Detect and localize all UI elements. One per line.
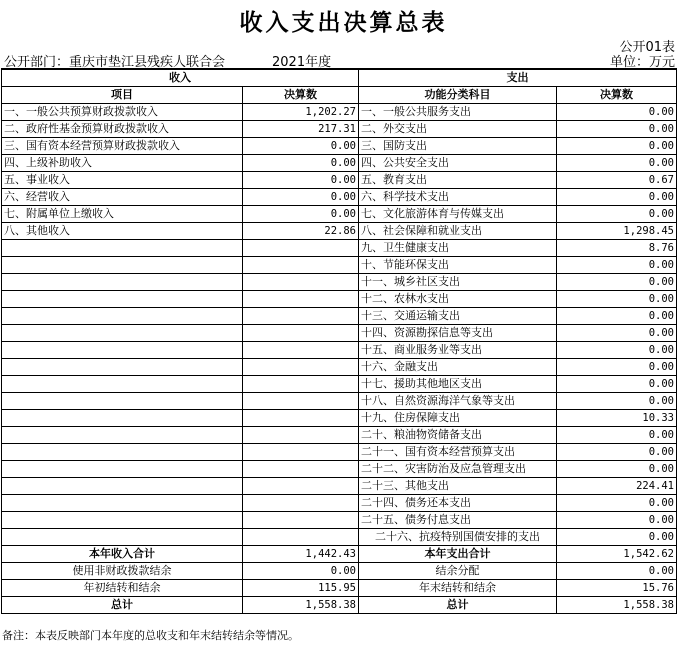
income-amount-cell (243, 308, 359, 325)
expense-amount-cell: 0.00 (557, 342, 677, 359)
table-row (2, 512, 677, 529)
table-row (2, 308, 677, 325)
expense-item-cell: 五、教育支出 (359, 172, 557, 189)
income-amount-cell (243, 291, 359, 308)
expense-item-cell: 十三、交通运输支出 (359, 308, 557, 325)
expense-amount-cell: 0.00 (557, 444, 677, 461)
summary-expense-label: 总计 (359, 597, 557, 614)
income-item-cell: 六、经营收入 (2, 189, 243, 206)
expense-item-cell: 二十一、国有资本经营预算支出 (359, 444, 557, 461)
table-row (2, 359, 677, 376)
expense-item-cell: 十、节能环保支出 (359, 257, 557, 274)
income-amount-cell (243, 325, 359, 342)
expense-item-cell: 二十二、灾害防治及应急管理支出 (359, 461, 557, 478)
income-item-cell (2, 444, 243, 461)
table-row (2, 478, 677, 495)
income-amount-cell (243, 478, 359, 495)
summary-income-label: 年初结转和结余 (2, 580, 243, 597)
income-item-cell (2, 359, 243, 376)
item-column-header: 项目 (2, 87, 243, 104)
expense-section-header: 支出 (359, 69, 677, 87)
income-amount-cell: 0.00 (243, 189, 359, 206)
income-item-cell (2, 274, 243, 291)
income-item-cell: 七、附属单位上缴收入 (2, 206, 243, 223)
expense-amount-cell: 0.00 (557, 393, 677, 410)
income-amount-cell (243, 512, 359, 529)
table-body (2, 104, 677, 546)
expense-amount-cell: 0.00 (557, 325, 677, 342)
income-amount-cell: 0.00 (243, 155, 359, 172)
income-section-header: 收入 (2, 69, 359, 87)
income-amount-cell (243, 257, 359, 274)
income-amount-cell (243, 495, 359, 512)
income-amount-cell (243, 359, 359, 376)
form-code: 公开01表 (619, 40, 675, 55)
summary-expense-amount: 0.00 (557, 563, 677, 580)
table-row (2, 291, 677, 308)
expense-amount-cell: 0.00 (557, 121, 677, 138)
summary-row (2, 546, 677, 563)
table-row (2, 461, 677, 478)
table-row (2, 104, 677, 121)
summary-expense-amount: 1,542.62 (557, 546, 677, 563)
income-amount-cell: 0.00 (243, 172, 359, 189)
income-item-cell: 一、一般公共预算财政拨款收入 (2, 104, 243, 121)
table-row (2, 393, 677, 410)
expense-item-cell: 十九、住房保障支出 (359, 410, 557, 427)
income-amount-cell: 0.00 (243, 206, 359, 223)
expense-amount-cell: 0.00 (557, 427, 677, 444)
expense-item-cell: 六、科学技术支出 (359, 189, 557, 206)
summary-income-amount: 115.95 (243, 580, 359, 597)
expense-item-cell: 十一、城乡社区支出 (359, 274, 557, 291)
table-row (2, 138, 677, 155)
unit-label: 单位：万元 (609, 55, 675, 70)
expense-amount-cell: 0.00 (557, 495, 677, 512)
income-item-cell (2, 325, 243, 342)
expense-item-cell: 四、公共安全支出 (359, 155, 557, 172)
expense-amount-cell: 0.00 (557, 257, 677, 274)
table-row (2, 444, 677, 461)
income-item-cell (2, 427, 243, 444)
income-item-cell (2, 308, 243, 325)
summary-expense-amount: 1,558.38 (557, 597, 677, 614)
summary-income-amount: 0.00 (243, 563, 359, 580)
income-item-cell: 五、事业收入 (2, 172, 243, 189)
footnote: 备注：本表反映部门本年度的总收支和年末结转结余等情况。 (2, 629, 299, 642)
expense-amount-cell: 0.00 (557, 138, 677, 155)
table-row (2, 376, 677, 393)
table-row (2, 529, 677, 546)
table-summary (2, 546, 677, 614)
expense-amount-cell: 10.33 (557, 410, 677, 427)
table-row (2, 495, 677, 512)
expense-amount-cell: 0.00 (557, 376, 677, 393)
expense-item-cell: 十七、援助其他地区支出 (359, 376, 557, 393)
income-amount-cell: 22.86 (243, 223, 359, 240)
expense-item-cell: 二十三、其他支出 (359, 478, 557, 495)
page-title: 收入支出决算总表 (239, 10, 448, 36)
income-amount-cell: 0.00 (243, 138, 359, 155)
summary-income-label: 本年收入合计 (2, 546, 243, 563)
income-amount-cell (243, 427, 359, 444)
amount-column-header: 决算数 (243, 87, 359, 104)
expense-amount-cell: 0.00 (557, 512, 677, 529)
summary-expense-label: 年末结转和结余 (359, 580, 557, 597)
summary-income-label: 使用非财政拨款结余 (2, 563, 243, 580)
expense-amount-cell: 224.41 (557, 478, 677, 495)
summary-row (2, 580, 677, 597)
expense-item-cell: 十八、自然资源海洋气象等支出 (359, 393, 557, 410)
expense-amount-cell: 0.00 (557, 104, 677, 121)
income-item-cell (2, 376, 243, 393)
income-amount-cell (243, 393, 359, 410)
expense-item-cell: 七、文化旅游体育与传媒支出 (359, 206, 557, 223)
expense-amount-cell: 0.00 (557, 359, 677, 376)
table-row (2, 274, 677, 291)
expense-amount-cell: 0.00 (557, 291, 677, 308)
expense-item-cell: 二、外交支出 (359, 121, 557, 138)
income-amount-cell (243, 461, 359, 478)
summary-row (2, 563, 677, 580)
income-amount-cell (243, 376, 359, 393)
expense-amount-cell: 0.00 (557, 189, 677, 206)
summary-row (2, 597, 677, 614)
expense-amount-cell: 0.00 (557, 529, 677, 546)
table-row (2, 342, 677, 359)
expense-amount-cell: 0.00 (557, 308, 677, 325)
expense-item-cell: 二十、粮油物资储备支出 (359, 427, 557, 444)
expense-amount-cell: 0.00 (557, 461, 677, 478)
income-amount-cell (243, 240, 359, 257)
function-item-column-header: 功能分类科目 (359, 87, 557, 104)
expense-amount-cell: 0.00 (557, 206, 677, 223)
income-amount-cell (243, 274, 359, 291)
income-item-cell: 八、其他收入 (2, 223, 243, 240)
expense-item-cell: 三、国防支出 (359, 138, 557, 155)
income-item-cell (2, 529, 243, 546)
department-label: 公开部门：重庆市垫江县残疾人联合会 (4, 55, 226, 70)
table-row (2, 155, 677, 172)
expense-item-cell: 一、一般公共服务支出 (359, 104, 557, 121)
expense-item-cell: 二十四、债务还本支出 (359, 495, 557, 512)
expense-item-cell: 九、卫生健康支出 (359, 240, 557, 257)
income-item-cell (2, 393, 243, 410)
table-row (2, 206, 677, 223)
expense-item-cell: 二十五、债务付息支出 (359, 512, 557, 529)
expense-item-cell: 十四、资源勘探信息等支出 (359, 325, 557, 342)
income-amount-cell: 1,202.27 (243, 104, 359, 121)
summary-income-amount: 1,558.38 (243, 597, 359, 614)
expense-item-cell: 十六、金融支出 (359, 359, 557, 376)
expense-item-cell: 二十六、抗疫特别国债安排的支出 (359, 529, 557, 546)
income-amount-cell (243, 444, 359, 461)
summary-income-amount: 1,442.43 (243, 546, 359, 563)
income-item-cell (2, 495, 243, 512)
income-item-cell (2, 512, 243, 529)
income-amount-cell (243, 410, 359, 427)
expense-item-cell: 十二、农林水支出 (359, 291, 557, 308)
table-row (2, 257, 677, 274)
table-row (2, 172, 677, 189)
table-row (2, 121, 677, 138)
table-row (2, 189, 677, 206)
expense-amount-cell: 0.67 (557, 172, 677, 189)
table-row (2, 223, 677, 240)
income-item-cell (2, 291, 243, 308)
expense-amount-cell: 0.00 (557, 274, 677, 291)
income-item-cell: 四、上级补助收入 (2, 155, 243, 172)
income-amount-cell (243, 342, 359, 359)
summary-expense-label: 本年支出合计 (359, 546, 557, 563)
summary-expense-label: 结余分配 (359, 563, 557, 580)
income-item-cell: 三、国有资本经营预算财政拨款收入 (2, 138, 243, 155)
income-item-cell (2, 478, 243, 495)
income-item-cell (2, 461, 243, 478)
income-amount-cell (243, 529, 359, 546)
table-row (2, 240, 677, 257)
budget-table (1, 68, 677, 614)
amount2-column-header: 决算数 (557, 87, 677, 104)
table-row (2, 410, 677, 427)
expense-item-cell: 八、社会保障和就业支出 (359, 223, 557, 240)
income-item-cell: 二、政府性基金预算财政拨款收入 (2, 121, 243, 138)
table-row (2, 427, 677, 444)
expense-item-cell: 十五、商业服务业等支出 (359, 342, 557, 359)
summary-income-label: 总计 (2, 597, 243, 614)
income-item-cell (2, 410, 243, 427)
summary-expense-amount: 15.76 (557, 580, 677, 597)
income-item-cell (2, 257, 243, 274)
expense-amount-cell: 0.00 (557, 155, 677, 172)
expense-amount-cell: 8.76 (557, 240, 677, 257)
table-row (2, 325, 677, 342)
income-item-cell (2, 240, 243, 257)
income-item-cell (2, 342, 243, 359)
year-label: 2021年度 (272, 55, 332, 70)
income-amount-cell: 217.31 (243, 121, 359, 138)
expense-amount-cell: 1,298.45 (557, 223, 677, 240)
